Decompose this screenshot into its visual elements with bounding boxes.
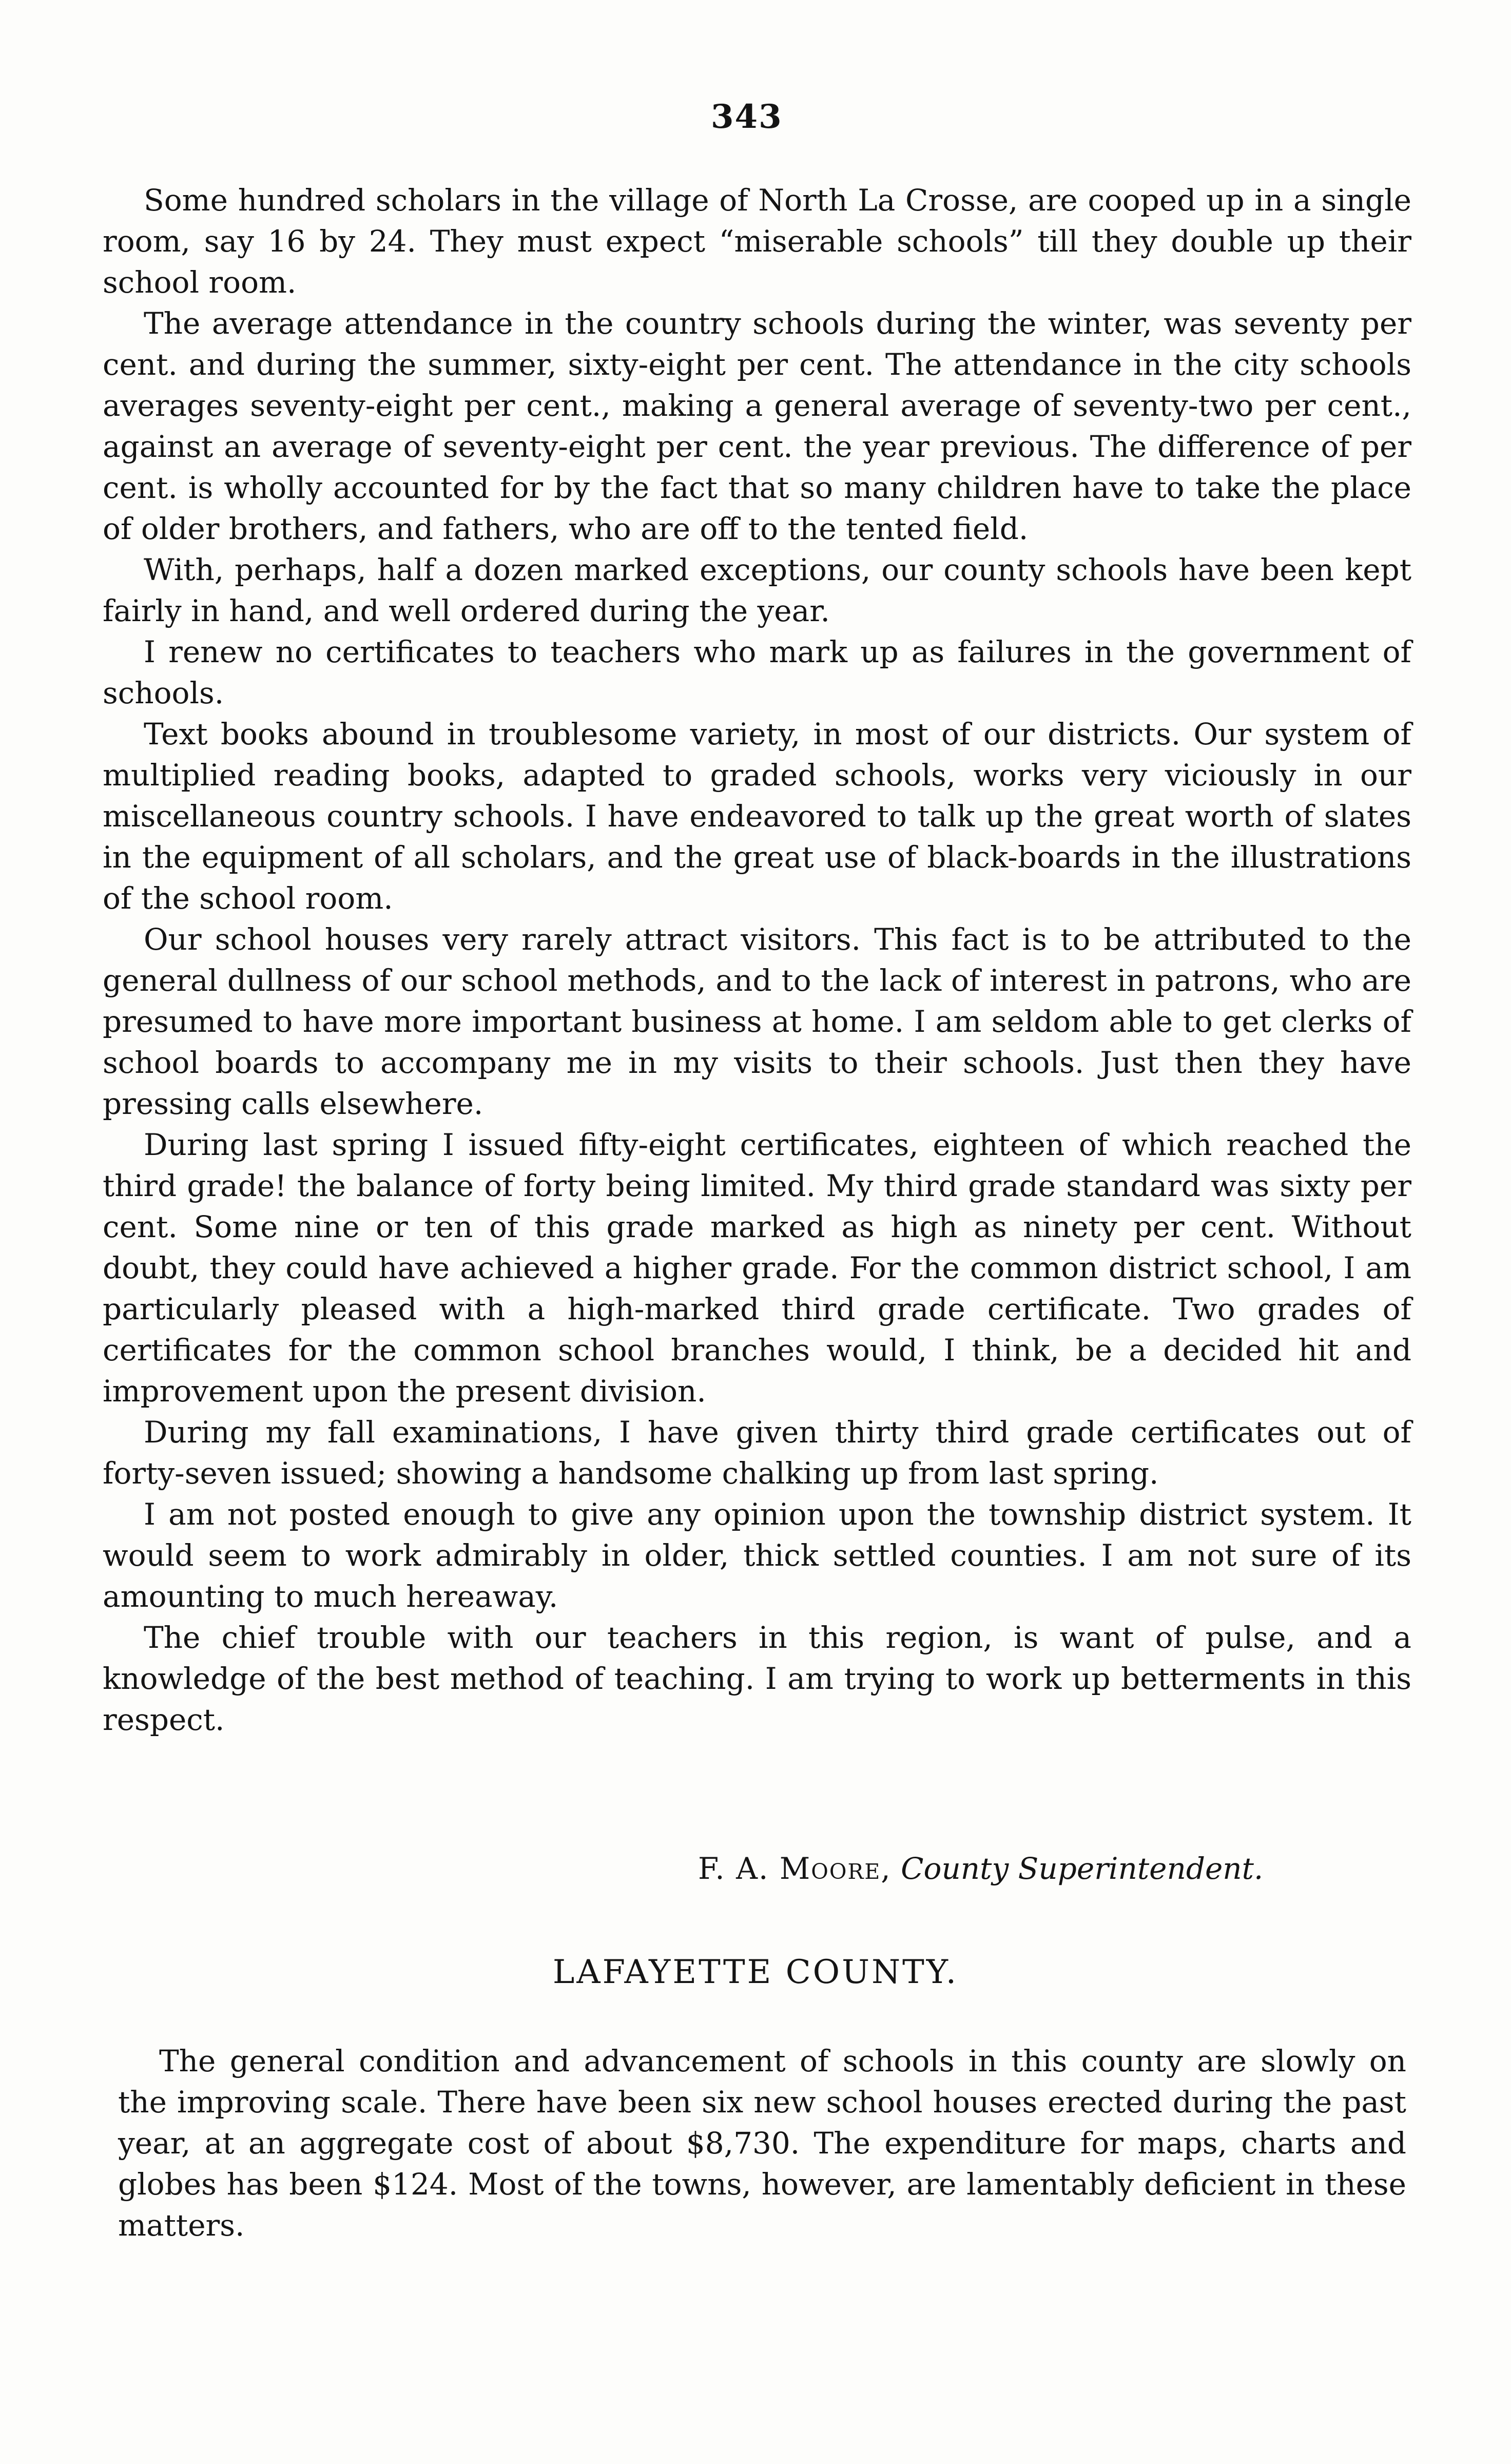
report-body: [103, 180, 1411, 1740]
paragraph-text-books: Text books abound in troublesome variety, in most of our districts. Our system of multiplied reading books, adapted to graded schools, works very viciously in our miscellaneous country schools. I have endeavored to talk up the great worth of slates in the equipment of all scholars, and the great use of black-boards in the illustrations of the school room.: [103, 717, 1411, 916]
section-body: [118, 2040, 1406, 2246]
paragraph-spring-certificates: During last spring I issued fifty-eight certificates, eighteen of which reached the third grade! the balance of forty being limited. My third grade standard was sixty per cent. Some nine or ten of this grade marked as high as ninety per cent. Without doubt, they could have achieved a higher grade. For the common district school, I am particularly pleased with a high-marked third grade certificate. Two grades of certificates for the common school branches would, I think, be a decided hit and improvement upon the present division.: [103, 1127, 1411, 1409]
paragraph-school-order: With, perhaps, half a dozen marked exceptions, our county schools have been kept fairly in hand, and well ordered during the year.: [103, 552, 1411, 628]
paragraph-teacher-trouble: The chief trouble with our teachers in this region, is want of pulse, and a knowledge of the best method of teaching. I am trying to work up betterments in this respect.: [103, 1620, 1411, 1737]
signature-title: County Superintendent.: [901, 1851, 1264, 1886]
paragraph-fall-examinations: During my fall examinations, I have given thirty third grade certificates out of forty-seven issued; showing a handsome chalking up from last spring.: [103, 1415, 1411, 1491]
paragraph-attendance: The average attendance in the country schools during the winter, was seventy per cent. and during the summer, sixty-eight per cent. The attendance in the city schools averages seventy-eight per cent., making a general average of seventy-two per cent., against an average of seventy-eight per cent. the year previous. The difference of per cent. is wholly accounted for by the fact that so many children have to take the place of older brothers, and fathers, who are off to the tented field.: [103, 306, 1411, 546]
paragraph-school-houses: Our school houses very rarely attract visitors. This fact is to be attributed to the general dullness of our school methods, and to the lack of interest in patrons, who are presumed to have more important business at home. I am seldom able to get clerks of school boards to accompany me in my visits to their schools. Just then they have pressing calls elsewhere.: [103, 922, 1411, 1121]
paragraph-lafayette: The general condition and advancement of schools in this county are slowly on the improving scale. There have been six new school houses erected during the past year, at an aggregate cost of about $8,730. The expenditure for maps, charts and globes has been $124. Most of the towns, however, are lamentably deficient in these matters.: [118, 2044, 1406, 2243]
paragraph-certificate-renewal: I renew no certificates to teachers who mark up as failures in the government of schools.: [103, 634, 1411, 710]
signature: [698, 1848, 1263, 1889]
page-number: 343: [711, 98, 783, 136]
paragraph-township-system: I am not posted enough to give any opinion upon the township district system. It would seem to work admirably in older, thick settled counties. I am not sure of its amounting to much hereaway.: [103, 1497, 1411, 1614]
paragraph-crowded-room: Some hundred scholars in the village of North La Crosse, are cooped up in a single room, say 16 by 24. They must expect “miserable schools” till they double up their school room.: [103, 183, 1411, 300]
signature-name: F. A. Moore,: [698, 1851, 892, 1886]
section-heading: LAFAYETTE COUNTY.: [552, 1953, 959, 1991]
